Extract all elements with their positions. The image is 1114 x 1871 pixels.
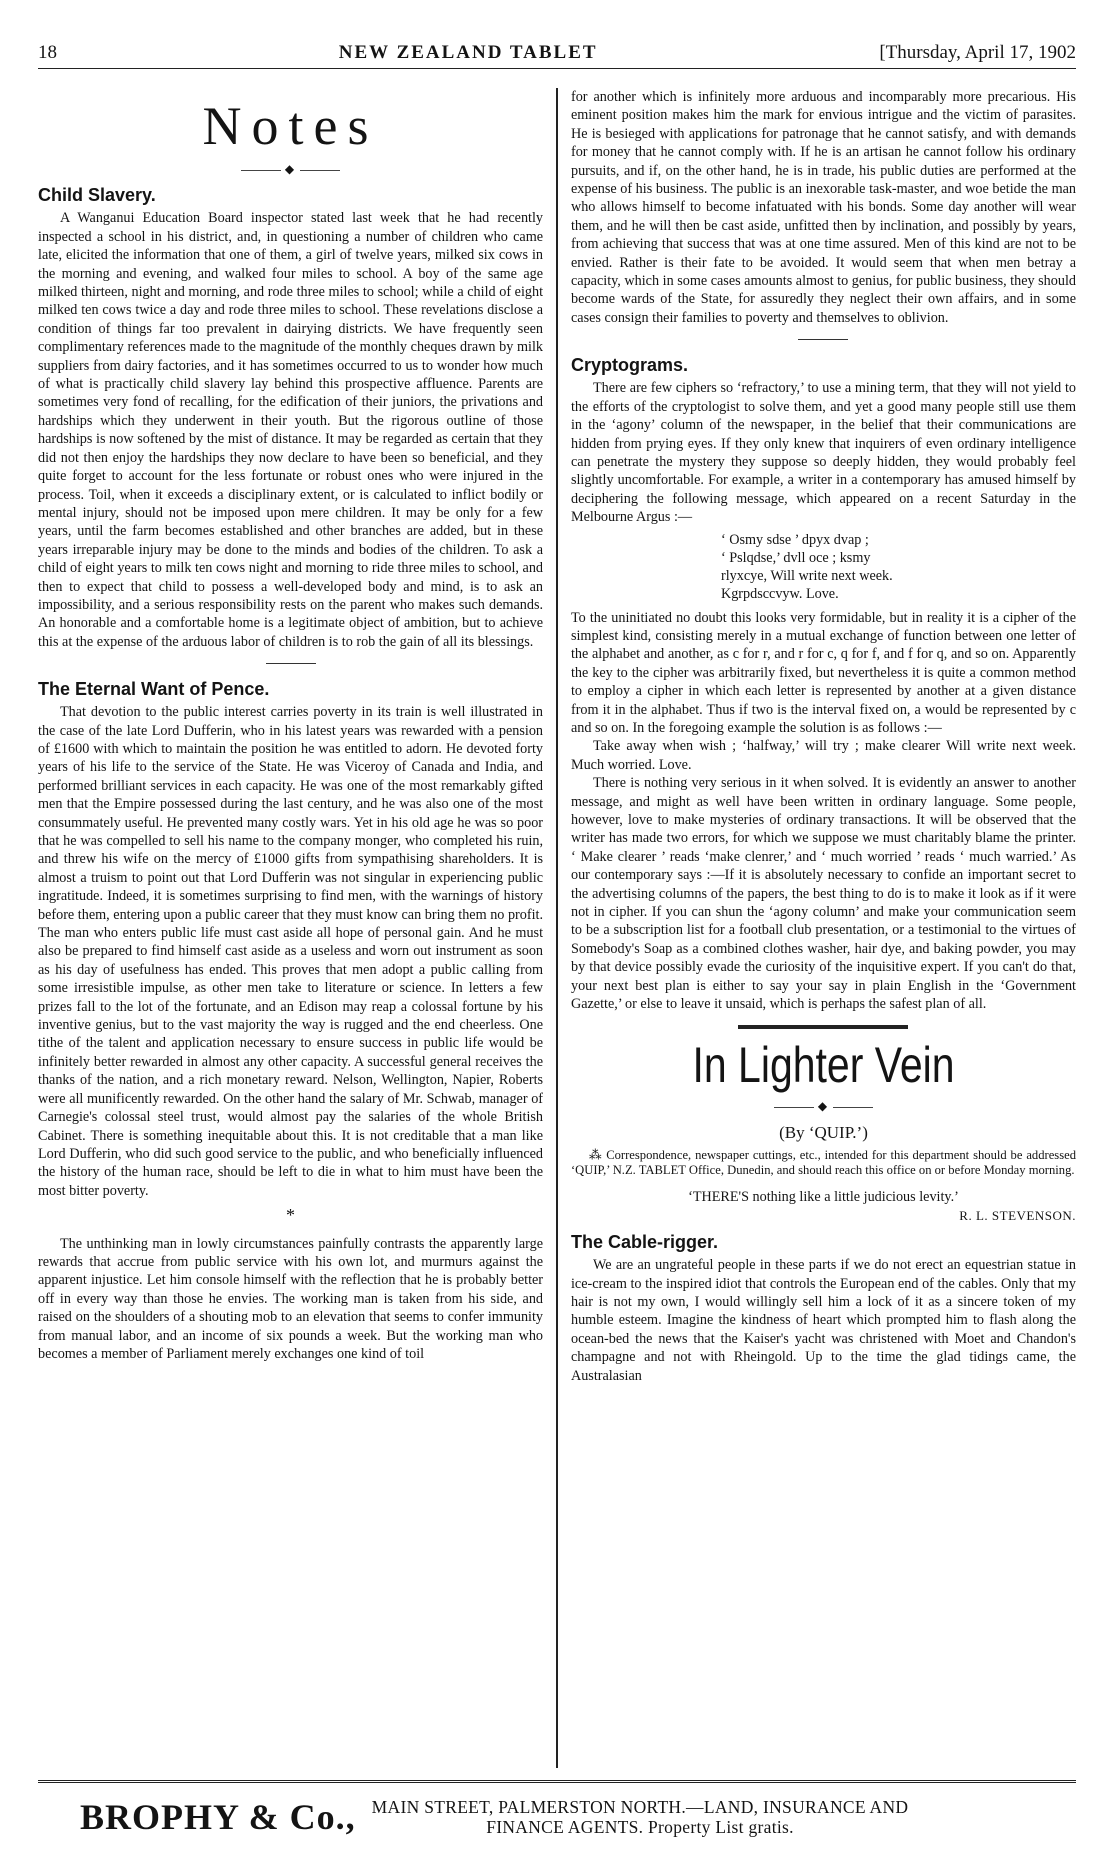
cipher-line: ‘ Pslqdse,’ dvll oce ; ksmy	[720, 549, 871, 566]
child-slavery-heading: Child Slavery.	[38, 185, 156, 206]
cipher-line: rlyxcye, Will write next week.	[720, 567, 893, 584]
asterisk-separator: *	[286, 1205, 296, 1226]
issue-date: [Thursday, April 17, 1902	[879, 42, 1076, 63]
cryptograms-paragraph-4: There is nothing very serious in it when solved. It is evidently an answer to another message, and might as well have been written in ordinary language. Some people, however, love to make mysteries of ordinary transactions. It will be observed that the writer has made two errors, for which we suppose we must charitably blame the printer. ‘ Make clearer ’ reads ‘make clenrer,’ and ‘ much worried ’ reads ‘ much warried.’ As our contemporary says :—If it is absolutely necessary to confide an important secret to the advertising columns of the papers, the best thing to do is to make it look as if it were not in cipher. If you can shun the ‘agony column’ and make your communication seem to be a subscription list for a football club presentation, or a testimonial to the virtues of Somebody's Soap as a combined clothes washer, hair dye, and baking powder, you may by that device possibly evade the curiosity of the inquisitive expert. If you can't do that, your next best plan is either to say your say in plain English in the ‘Government Gazette,’ or else to leave it unsaid, which is perhaps the safest plan of all.	[570, 775, 1076, 1013]
eternal-want-paragraph-2-continued: for another which is infinitely more arduous and incomparably more precarious. His eminent position makes him the mark for envious intrigue and the victim of parasites. He is besieged with applications for patronage that he cannot satisfy, and with demands for money that he cannot comply with. If he is an artisan he cannot follow his ordinary pursuits, and if, on the other hand, he is in trade, his public duties are performed at the expense of his business. The public is an inexorable task-master, and woe betide the man who allows himself to become infatuated with his bonds. Some day another will wear them, and he will then be cast aside, unfitted then by inclination, and possibly by years, from achieving that success that was at one time assured. Men of this kind are not to be envied. Rather is their fate to be avoided. It would seem that when men betray a capacity, which in some cases amounts almost to genius, for public business, they should become wards of the State, for assuredly they neglect their own affairs, and in some cases consign their families to poverty and themselves to oblivion.	[570, 89, 1076, 326]
cryptograms-heading: Cryptograms.	[570, 355, 688, 376]
lighter-vein-byline: (By ‘QUIP.’)	[779, 1122, 868, 1142]
cipher-line: ‘ Osmy sdse ’ dpyx dvap ;	[720, 531, 869, 548]
notes-ornament: ◆	[38, 160, 543, 178]
correspondence-note: ⁂ Correspondence, newspaper cuttings, etc., intended for this department should be addressed ‘QUIP,’ N.Z. TABLET Office, Dunedin, and should reach this office on or before Monday morning.	[570, 1148, 1076, 1178]
lighter-vein-rule	[738, 1025, 908, 1029]
cryptograms-paragraph-3: Take away when wish ; ‘halfway,’ will try ; make clearer Will write next week. Much worried. Love.	[570, 738, 1076, 773]
notes-title: Notes	[202, 96, 379, 156]
section-divider	[798, 339, 848, 340]
right-column	[558, 88, 1076, 1768]
cipher-line: Kgrpdsccvyw. Love.	[720, 585, 839, 602]
eternal-want-heading: The Eternal Want of Pence.	[38, 679, 270, 700]
section-divider	[266, 663, 316, 664]
advertisement-line-2: FINANCE AGENTS. Property List gratis.	[486, 1817, 794, 1837]
publication-title: NEW ZEALAND TABLET	[338, 42, 598, 63]
cipher-message	[721, 531, 1076, 603]
masthead	[38, 42, 1076, 69]
advertiser-name: BROPHY & Co.,	[80, 1797, 356, 1837]
cable-rigger-heading: The Cable-rigger.	[570, 1232, 719, 1253]
lighter-vein-ornament: ◆	[571, 1097, 1076, 1115]
epigraph-quote: ‘THERE'S nothing like a little judicious levity.’	[688, 1189, 959, 1206]
advertisement-line-1: MAIN STREET, PALMERSTON NORTH.—LAND, INSURANCE AND	[371, 1797, 909, 1817]
cryptograms-paragraph-1: There are few ciphers so ‘refractory,’ to use a mining term, that they will not yield to the efforts of the cryptologist to solve them, and yet a good many people still use them in the ‘agony’ column of the newspaper, in the belief that their communications are hidden from prying eyes. If they only knew that inquirers of even ordinary intelligence can penetrate the mystery they suppose so deeply hidden, they would probably feel slightly uncomfortable. For example, a writer in a contemporary has amused himself by deciphering the following message, which appeared on a recent Saturday in the Melbourne Argus :—	[570, 380, 1076, 526]
eternal-want-paragraph-2: The unthinking man in lowly circumstances painfully contrasts the apparently large rewards that accrue from public service with his own lot, and murmurs against the apparent injustice. Let him console himself with the reflection that he is probably better off in every way than those he envies. The working man is taken from his side, and raised on the shoulders of a shouting mob to an elevation that seems to confer immunity from manual labor, and an income of six pounds a week. But the working man who becomes a member of Parliament merely exchanges one kind of toil	[38, 1235, 544, 1362]
cryptograms-paragraph-2: To the uninitiated no doubt this looks very formidable, but in reality it is a cipher of the simplest kind, consisting merely in a mutual exchange of function between one letter of the alphabet and another, as c for r, and r for c, q for f, and f for q, and so on. Apparently the key to the cipher was arbitrarily fixed, but nevertheless it is quite a common method to employ a cipher in which each letter is represented by another at a given distance from it in the alphabet. Thus if two is the interval fixed on, a would be represented by c and so on. In the foregoing example the solution is as follows :—	[570, 609, 1076, 736]
cable-rigger-paragraph: We are an ungrateful people in these parts if we do not erect an equestrian statue in ice-cream to the inspired idiot that controls the European end of the cables. Only that my hair is not my own, I would willingly sell him a lock of it as a sincere token of my humble esteem. Imagine the kindness of heart which prompted him to flash along the ocean-bed the news that the Kaiser's yacht was christened with Moet and Chandon's champagne and not with Rheingold. Up to the time the glad tidings came, the Australasian	[570, 1257, 1076, 1384]
eternal-want-paragraph-1: That devotion to the public interest carries poverty in its train is well illustrated in the case of the late Lord Dufferin, who in his latest years was rewarded with a pension of £1600 with which to maintain the position he was entitled to adorn. He devoted forty years of his life to the service of the State. He was Viceroy of Canada and India, and performed brilliant services in each capacity. He was one of the most remarkably gifted men that the Empire possessed during the last century, and he was also one of the most consummately useful. He prevented many costly wars. Yet in his old age he was so poor that he was compelled to sell his name to the company monger, who completed his ruin, and threw his wife on the mercy of £1000 gifts from sympathising shareholders. It is almost a truism to point out that Lord Dufferin was not singular in experiencing public ingratitude. Indeed, it is sometimes surprising to find men, with the warnings of history before them, entering upon a public career that they must know can bring them no profit. The man who enters public life must cast aside all hope of personal gain. And he must also be prepared to find himself cast aside as a useless and worn out instrument as soon as his day of usefulness has ended. This proves that men adopt a public calling from some irresistible impulse, as other men take to literature or science. In letters a few prizes fall to the lot of the fortunate, and an Edison may reap a colossal fortune by his inventive genius, but to the vast majority the way is rugged and the end cheerless. One tithe of the talent and application necessary to ensure success in public life would be infinitely better rewarded in almost any other capacity. A successful general receives the thanks of the nation, and a rich monetary reward. Nelson, Wellington, Napier, Roberts were all munificently rewarded. On the other hand the salary of Mr. Schwab, manager of Carnegie's colossal steel trust, would almost pay the salaries of the whole British Cabinet. There is something inequitable about this. It is not creditable that a man like Lord Dufferin, who did such good service to the public, and who beneficially influenced the history of the human race, should be left to die in what to him must have been the most bitter poverty.	[38, 704, 544, 1199]
advertisement-text	[372, 1797, 909, 1837]
page-number: 18	[38, 42, 57, 63]
epigraph-author: R. L. STEVENSON.	[959, 1207, 1076, 1223]
left-column	[38, 88, 556, 1768]
lighter-vein-title: In Lighter Vein	[692, 1037, 955, 1094]
child-slavery-paragraph: A Wanganui Education Board inspector stated last week that he had recently inspected a school in his district, and, in questioning a number of children who came late, elicited the information that one of them, a girl of twelve years, milked six cows in the morning and evening, and walked four miles to school. A boy of the same age milked thirteen, night and morning, and rode three miles to school; while a child of eight milked ten cows twice a day and rode three miles to school. These revelations disclose a condition of things far too prevalent in dairying districts. We have frequently seen complimentary references made to the magnitude of the monthly cheques drawn by milk suppliers from dairy factories, and it has sometimes occurred to us to wonder how much of what is practically child slavery lay behind this prospective affluence. Parents are sometimes very fond of recalling, for the edification of their juniors, the privations and hardships which they underwent in their youth. But the rigorous outline of those hardships is now softened by the mist of distance. It may be regarded as certain that they did not then enjoy the hardships they now declare to have been so beneficial, and they quite forget to account for the less fortunate or robust ones who were injured in the process. Toil, when it exceeds a disciplinary extent, or is calculated to inflict bodily or mental injury, should not be imposed upon mere children. It may be only for a few years, until the farm becomes established and other branches are added, but in these years irreparable injury may be done to the minds and bodies of the children. To ask a child of eight years to milk ten cows night and morning to ride three miles to school, and then to expect that child to possess a well-developed body and mind, is to ask an impossibility, and a serious responsibility rests on the parent who makes such demands. An honorable and a comfortable home is a legitimate object of ambition, but to achieve this at the expense of the arduous labor of children is to rob the gain of all its blessings.	[38, 210, 544, 650]
columns	[38, 88, 1076, 1768]
footer-advertisement	[38, 1780, 1076, 1851]
